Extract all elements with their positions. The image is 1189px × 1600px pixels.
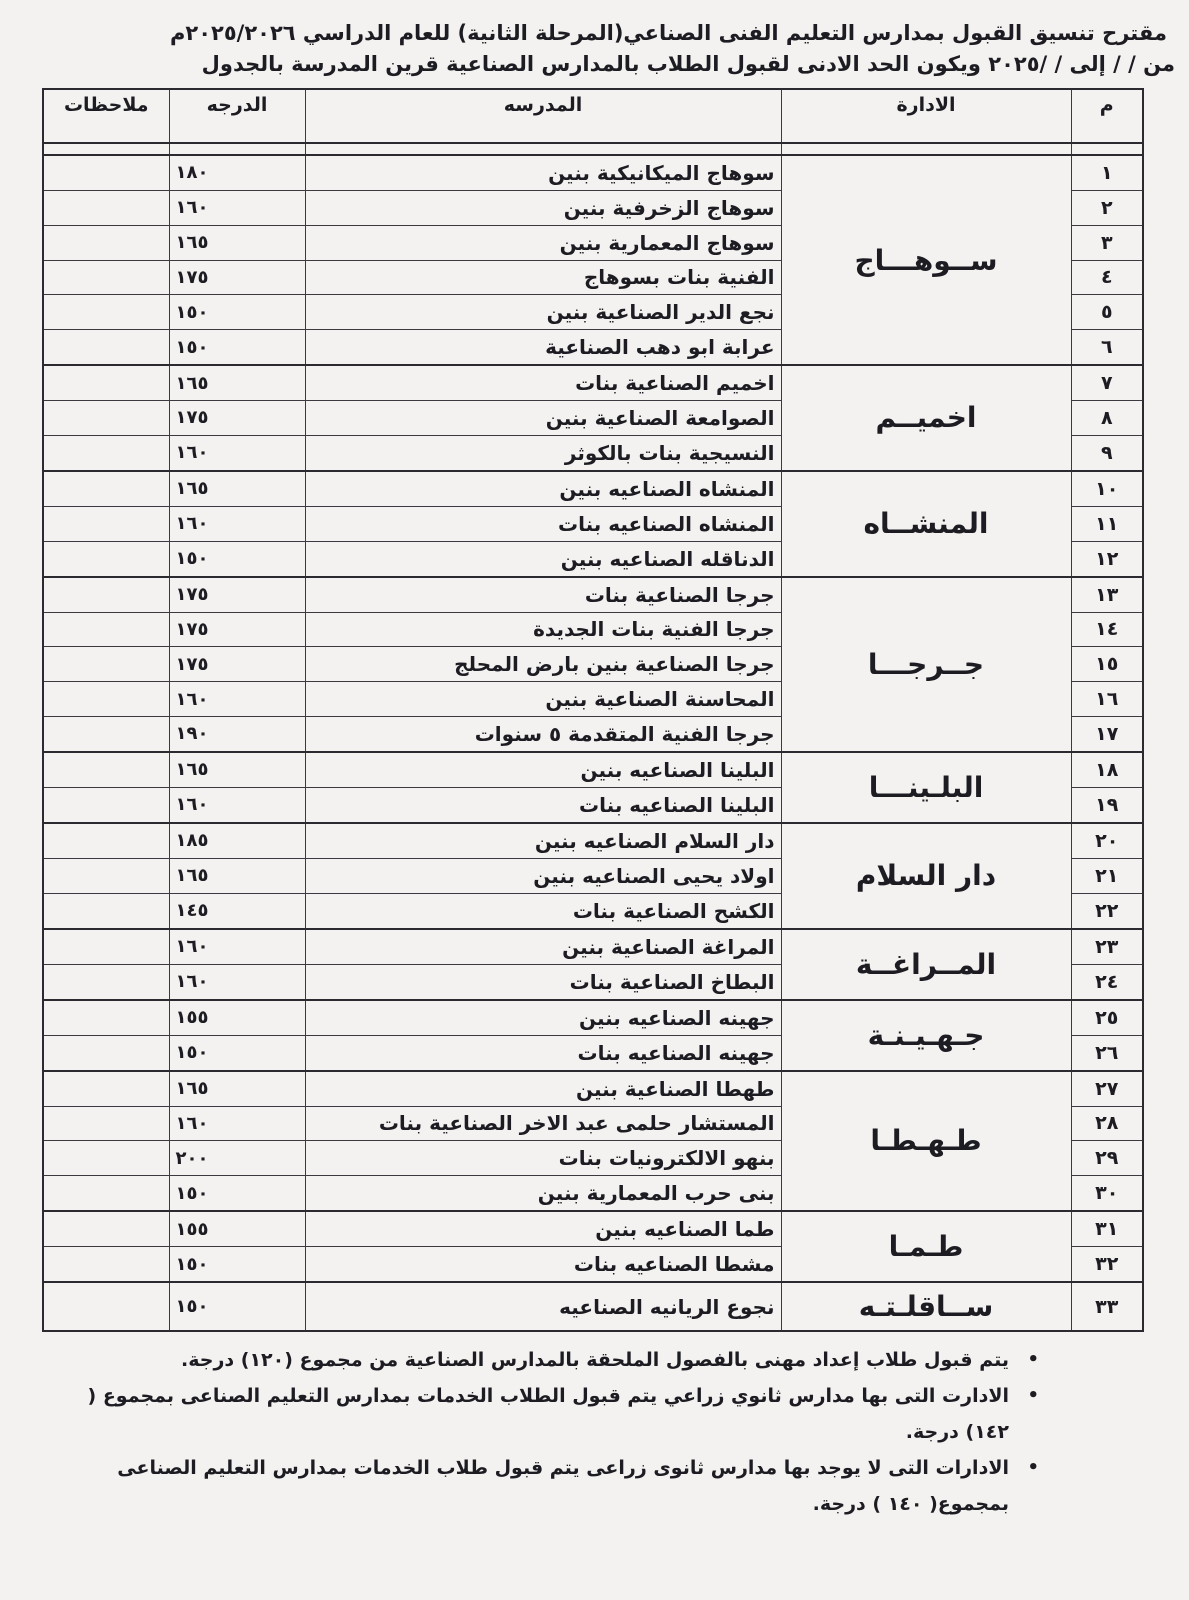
notes-list: [80, 1342, 1039, 1522]
row-number: ٧: [1071, 365, 1143, 400]
table-row: [43, 1071, 1143, 1106]
score-value: ١٥٥: [169, 1000, 305, 1035]
admin-cell: البلـينـــا: [781, 752, 1071, 823]
admin-cell: المــراغــة: [781, 929, 1071, 1000]
notes-cell: [43, 647, 169, 682]
table-row: [43, 823, 1143, 858]
table-row: [43, 155, 1143, 190]
admin-cell: دار السلام: [781, 823, 1071, 929]
school-name: المنشاه الصناعيه بنين: [305, 471, 781, 506]
score-value: ٢٠٠: [169, 1141, 305, 1176]
score-value: ١٩٠: [169, 716, 305, 751]
score-value: ١٦٠: [169, 506, 305, 541]
spacer-cell: [43, 143, 169, 155]
table-row: [43, 1282, 1143, 1331]
admin-cell: طـمـا: [781, 1211, 1071, 1282]
school-name: نجع الدير الصناعية بنين: [305, 295, 781, 330]
header-num: م: [1071, 89, 1143, 143]
row-number: ١٥: [1071, 647, 1143, 682]
row-number: ٥: [1071, 295, 1143, 330]
score-value: ١٥٠: [169, 1176, 305, 1211]
school-name: اخميم الصناعية بنات: [305, 365, 781, 400]
row-number: ٢٥: [1071, 1000, 1143, 1035]
spacer-cell: [169, 143, 305, 155]
row-number: ٦: [1071, 330, 1143, 365]
row-number: ١١: [1071, 506, 1143, 541]
notes-cell: [43, 612, 169, 647]
note-item: [80, 1342, 1039, 1378]
row-number: ١٣: [1071, 577, 1143, 612]
score-value: ١٦٠: [169, 787, 305, 822]
row-number: ٢٠: [1071, 823, 1143, 858]
school-name: المنشاه الصناعيه بنات: [305, 506, 781, 541]
notes-cell: [43, 1176, 169, 1211]
row-number: ٣: [1071, 225, 1143, 260]
notes-cell: [43, 823, 169, 858]
table-row: [43, 929, 1143, 964]
score-value: ١٥٥: [169, 1211, 305, 1246]
notes-cell: [43, 716, 169, 751]
school-name: المراغة الصناعية بنين: [305, 929, 781, 964]
note-text: الادارات التى لا يوجد بها مدارس ثانوى زراعى يتم قبول طلاب الخدمات بمدارس التعليم الصناعى بمجموع( ١٤٠ ) درجة.: [117, 1457, 1009, 1515]
row-number: ٢١: [1071, 858, 1143, 893]
school-name: النسيجية بنات بالكوثر: [305, 435, 781, 470]
row-number: ١٢: [1071, 541, 1143, 576]
school-name: جرجا الفنية بنات الجديدة: [305, 612, 781, 647]
bullet-icon: •: [1027, 1385, 1039, 1406]
row-number: ٢٩: [1071, 1141, 1143, 1176]
notes-cell: [43, 787, 169, 822]
row-number: ٣٢: [1071, 1247, 1143, 1282]
table-body: [43, 143, 1143, 1331]
score-value: ١٥٠: [169, 1247, 305, 1282]
row-number: ٨: [1071, 401, 1143, 436]
row-number: ١٨: [1071, 752, 1143, 787]
table-row: [43, 577, 1143, 612]
row-number: ٢٤: [1071, 964, 1143, 999]
school-name: الصوامعة الصناعية بنين: [305, 401, 781, 436]
header-date-line: من / / إلى / /٢٠٢٥ ويكون الحد الادنى لقبول الطلاب بالمدارس الصناعية قرين المدرسة بالجدول: [201, 52, 1175, 76]
notes-cell: [43, 1035, 169, 1070]
school-name: البلينا الصناعيه بنات: [305, 787, 781, 822]
notes-cell: [43, 365, 169, 400]
row-number: ٤: [1071, 260, 1143, 295]
spacer-cell: [1071, 143, 1143, 155]
admin-cell: ســاقلـتـه: [781, 1282, 1071, 1331]
score-value: ١٥٠: [169, 1035, 305, 1070]
score-value: ١٥٠: [169, 330, 305, 365]
admin-cell: جــرجـــا: [781, 577, 1071, 752]
school-name: اولاد يحيى الصناعيه بنين: [305, 858, 781, 893]
row-number: ٢٨: [1071, 1106, 1143, 1141]
school-name: جرجا الصناعية بنين بارض المحلج: [305, 647, 781, 682]
score-value: ١٦٥: [169, 1071, 305, 1106]
admin-cell: ســوهـــاج: [781, 155, 1071, 365]
notes-cell: [43, 401, 169, 436]
bullet-icon: •: [1027, 1457, 1039, 1478]
score-value: ١٦٠: [169, 1106, 305, 1141]
notes-cell: [43, 1282, 169, 1331]
school-name: نجوع الريانيه الصناعيه: [305, 1282, 781, 1331]
notes-cell: [43, 1000, 169, 1035]
school-name: الفنية بنات بسوهاج: [305, 260, 781, 295]
notes-cell: [43, 435, 169, 470]
notes-cell: [43, 1071, 169, 1106]
row-number: ٢٣: [1071, 929, 1143, 964]
table-row: [43, 752, 1143, 787]
note-item: [80, 1450, 1039, 1522]
school-name: البطاخ الصناعية بنات: [305, 964, 781, 999]
table-header-row: [43, 89, 1143, 143]
school-name: المحاسنة الصناعية بنين: [305, 682, 781, 717]
school-name: سوهاج الزخرفية بنين: [305, 190, 781, 225]
notes-cell: [43, 964, 169, 999]
table-spacer-row: [43, 143, 1143, 155]
score-value: ١٦٥: [169, 365, 305, 400]
row-number: ١٧: [1071, 716, 1143, 751]
school-name: جرجا الصناعية بنات: [305, 577, 781, 612]
score-value: ١٧٥: [169, 647, 305, 682]
row-number: ١٦: [1071, 682, 1143, 717]
note-text: يتم قبول طلاب إعداد مهنى بالفصول الملحقة بالمدارس الصناعية من مجموع (١٢٠) درجة.: [181, 1349, 1009, 1371]
notes-cell: [43, 1247, 169, 1282]
score-value: ١٦٠: [169, 964, 305, 999]
score-value: ١٦٥: [169, 858, 305, 893]
spacer-cell: [305, 143, 781, 155]
score-value: ١٥٠: [169, 1282, 305, 1331]
school-name: سوهاج المعمارية بنين: [305, 225, 781, 260]
notes-cell: [43, 295, 169, 330]
header-admin: الادارة: [781, 89, 1071, 143]
notes-cell: [43, 330, 169, 365]
row-number: ١٤: [1071, 612, 1143, 647]
bullet-icon: •: [1027, 1349, 1039, 1370]
table-row: [43, 471, 1143, 506]
score-value: ١٥٠: [169, 295, 305, 330]
table-row: [43, 365, 1143, 400]
notes-cell: [43, 929, 169, 964]
score-value: ١٦٠: [169, 682, 305, 717]
score-value: ١٨٠: [169, 155, 305, 190]
score-value: ١٦٠: [169, 929, 305, 964]
notes-cell: [43, 752, 169, 787]
notes-cell: [43, 190, 169, 225]
school-name: مشطا الصناعيه بنات: [305, 1247, 781, 1282]
row-number: ٢٧: [1071, 1071, 1143, 1106]
header-title: مقترح تنسيق القبول بمدارس التعليم الفنى الصناعي(المرحلة الثانية) للعام الدراسي ٢٠٢٥/٢٠٢٦م: [169, 21, 1167, 45]
school-name: المستشار حلمى عبد الاخر الصناعية بنات: [305, 1106, 781, 1141]
row-number: ٢٢: [1071, 893, 1143, 928]
row-number: ١٠: [1071, 471, 1143, 506]
row-number: ٢٦: [1071, 1035, 1143, 1070]
row-number: ١٩: [1071, 787, 1143, 822]
score-value: ١٧٥: [169, 577, 305, 612]
note-text: الادارت التى بها مدارس ثانوي زراعي يتم قبول الطلاب الخدمات بمدارس التعليم الصناعى بمجموع ( ١٤٢) درجة.: [87, 1385, 1009, 1443]
header-score: الدرجه: [169, 89, 305, 143]
admin-cell: جـهـيـنـة: [781, 1000, 1071, 1071]
notes-cell: [43, 225, 169, 260]
school-name: طما الصناعيه بنين: [305, 1211, 781, 1246]
notes-cell: [43, 577, 169, 612]
school-name: سوهاج الميكانيكية بنين: [305, 155, 781, 190]
admin-cell: طـهـطـا: [781, 1071, 1071, 1212]
header-school: المدرسه: [305, 89, 781, 143]
note-item: [80, 1378, 1039, 1450]
table-row: [43, 1000, 1143, 1035]
school-name: الكشح الصناعية بنات: [305, 893, 781, 928]
score-value: ١٦٥: [169, 225, 305, 260]
score-value: ١٦٥: [169, 471, 305, 506]
school-name: دار السلام الصناعيه بنين: [305, 823, 781, 858]
row-number: ٣١: [1071, 1211, 1143, 1246]
school-name: جرجا الفنية المتقدمة ٥ سنوات: [305, 716, 781, 751]
school-name: جهينه الصناعيه بنين: [305, 1000, 781, 1035]
school-name: جهينه الصناعيه بنات: [305, 1035, 781, 1070]
row-number: ٩: [1071, 435, 1143, 470]
school-name: عرابة ابو دهب الصناعية: [305, 330, 781, 365]
notes-cell: [43, 506, 169, 541]
notes-cell: [43, 260, 169, 295]
score-value: ١٤٥: [169, 893, 305, 928]
admin-cell: اخميــم: [781, 365, 1071, 471]
notes-cell: [43, 1106, 169, 1141]
notes-cell: [43, 155, 169, 190]
school-name: الدناقله الصناعيه بنين: [305, 541, 781, 576]
table-row: [43, 1211, 1143, 1246]
score-value: ١٧٥: [169, 401, 305, 436]
document-header: [14, 18, 1175, 80]
notes-cell: [43, 858, 169, 893]
spacer-cell: [781, 143, 1071, 155]
school-name: بنى حرب المعمارية بنين: [305, 1176, 781, 1211]
school-name: البلينا الصناعيه بنين: [305, 752, 781, 787]
notes-cell: [43, 1141, 169, 1176]
score-value: ١٦٥: [169, 752, 305, 787]
score-value: ١٦٠: [169, 435, 305, 470]
row-number: ١: [1071, 155, 1143, 190]
score-value: ١٧٥: [169, 260, 305, 295]
score-value: ١٨٥: [169, 823, 305, 858]
admission-table: [42, 88, 1144, 1332]
score-value: ١٥٠: [169, 541, 305, 576]
row-number: ٢: [1071, 190, 1143, 225]
score-value: ١٦٠: [169, 190, 305, 225]
notes-cell: [43, 893, 169, 928]
row-number: ٣٠: [1071, 1176, 1143, 1211]
school-name: طهطا الصناعية بنين: [305, 1071, 781, 1106]
score-value: ١٧٥: [169, 612, 305, 647]
notes-cell: [43, 541, 169, 576]
school-name: بنهو الالكترونيات بنات: [305, 1141, 781, 1176]
notes-cell: [43, 471, 169, 506]
notes-cell: [43, 1211, 169, 1246]
notes-cell: [43, 682, 169, 717]
header-notes: ملاحظات: [43, 89, 169, 143]
row-number: ٣٣: [1071, 1282, 1143, 1331]
admin-cell: المنشــاه: [781, 471, 1071, 577]
